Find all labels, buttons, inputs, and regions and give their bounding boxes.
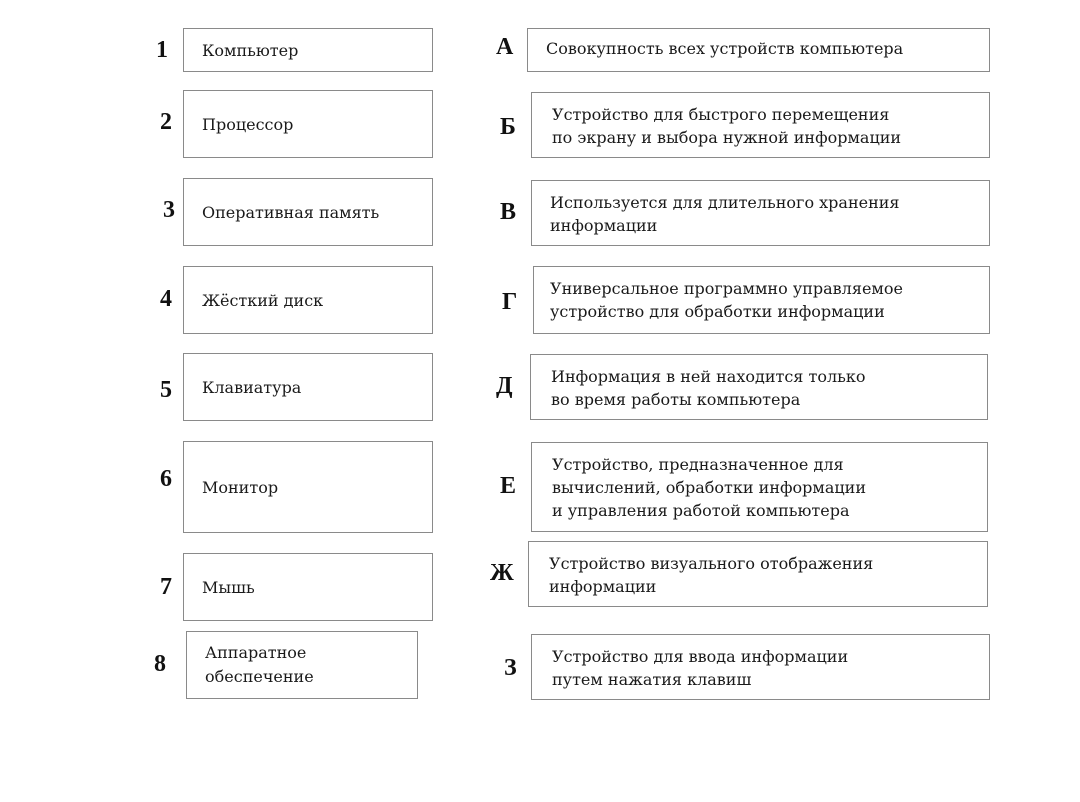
definition-box-v: Используется для длительного хранения информации	[531, 180, 990, 246]
definition-box-zh: Устройство визуального отображения информации	[528, 541, 988, 607]
definition-box-e: Устройство, предназначенное для вычислений, обработки информации и управления работой компьютера	[531, 442, 988, 532]
term-box-keyboard: Клавиатура	[183, 353, 433, 421]
definition-letter-z: З	[504, 655, 517, 681]
term-box-hardware: Аппаратное обеспечение	[186, 631, 418, 699]
term-number-7: 7	[160, 574, 172, 600]
definition-box-d: Информация в ней находится только во время работы компьютера	[530, 354, 988, 420]
term-number-4: 4	[160, 286, 172, 312]
term-box-computer: Компьютер	[183, 28, 433, 72]
term-number-3: 3	[163, 197, 175, 223]
definition-letter-g: Г	[502, 289, 518, 315]
definition-letter-e: Е	[500, 473, 517, 499]
definition-box-b: Устройство для быстрого перемещения по экрану и выбора нужной информации	[531, 92, 990, 158]
definition-box-z: Устройство для ввода информации путем нажатия клавиш	[531, 634, 990, 700]
term-number-2: 2	[160, 109, 172, 135]
definition-letter-v: В	[500, 199, 517, 225]
term-number-8: 8	[154, 651, 166, 677]
term-number-5: 5	[160, 377, 172, 403]
definition-letter-b: Б	[500, 114, 516, 140]
definition-box-a: Совокупность всех устройств компьютера	[527, 28, 990, 72]
term-box-hard-disk: Жёсткий диск	[183, 266, 433, 334]
definition-letter-zh: Ж	[490, 560, 514, 586]
term-box-monitor: Монитор	[183, 441, 433, 533]
definition-letter-a: А	[496, 34, 514, 60]
definition-box-g: Универсальное программно управляемое устройство для обработки информации	[533, 266, 990, 334]
definition-letter-d: Д	[496, 373, 513, 399]
term-number-1: 1	[156, 37, 168, 63]
term-number-6: 6	[160, 466, 172, 492]
term-box-processor: Процессор	[183, 90, 433, 158]
term-box-ram: Оперативная память	[183, 178, 433, 246]
term-box-mouse: Мышь	[183, 553, 433, 621]
